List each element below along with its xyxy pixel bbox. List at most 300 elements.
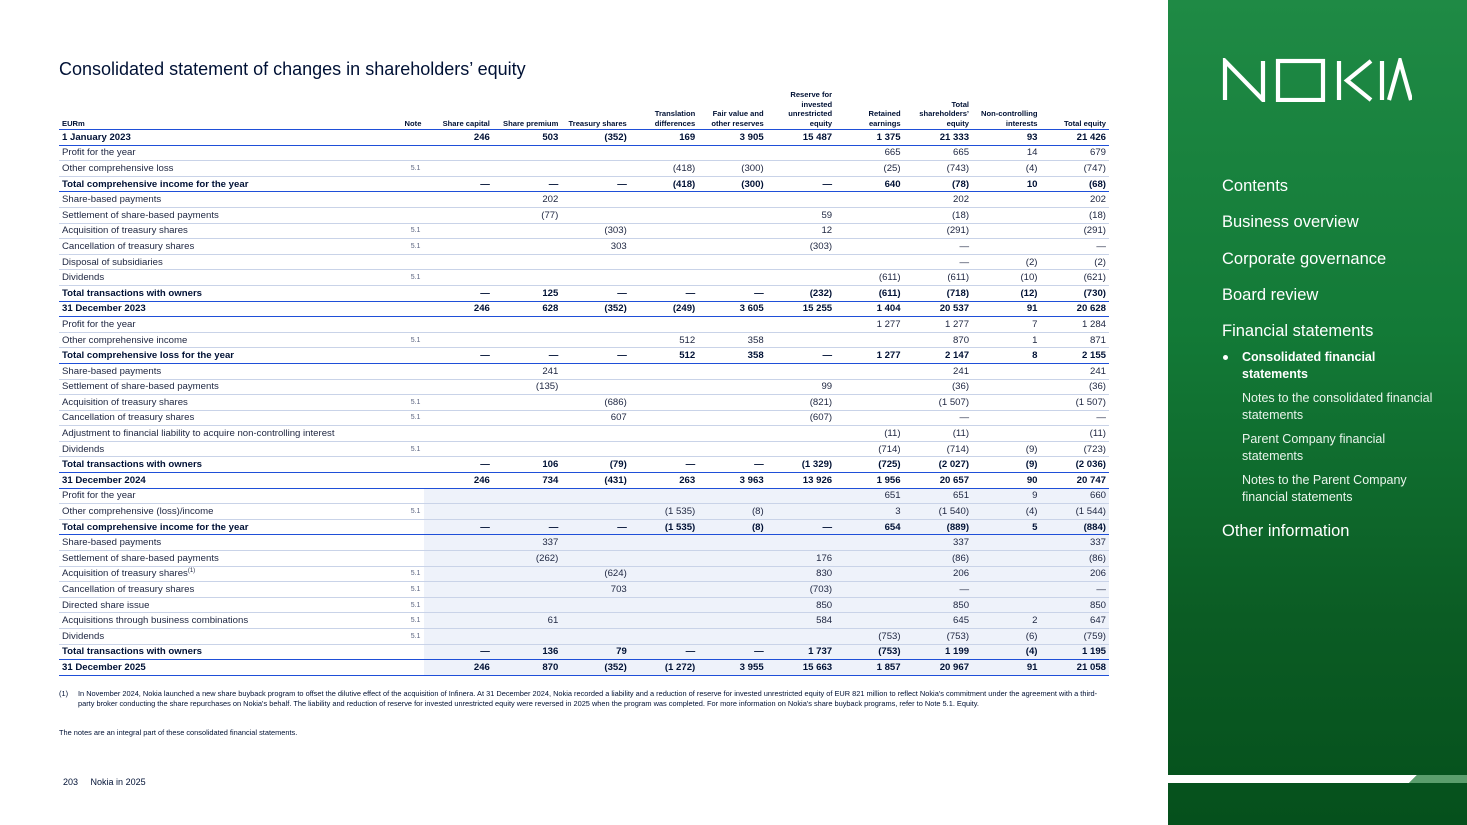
table-cell: (1 535) (630, 504, 698, 520)
table-cell: — (561, 176, 629, 192)
nav-consolidated-financial-statements[interactable] (1242, 349, 1442, 382)
nav-corporate-governance[interactable]: Corporate governance (1222, 250, 1387, 268)
table-cell: 3 905 (698, 130, 766, 146)
table-cell: 20 657 (904, 473, 972, 489)
table-cell (972, 582, 1040, 598)
page-title: Consolidated statement of changes in shareholders’ equity (59, 59, 526, 79)
table-cell (424, 566, 492, 582)
table-cell: (2) (972, 254, 1040, 270)
table-cell: — (493, 348, 561, 364)
nav-other-information[interactable]: Other information (1222, 522, 1350, 540)
table-cell (424, 488, 492, 504)
table-cell: — (493, 519, 561, 535)
table-cell: (418) (630, 176, 698, 192)
row-note (369, 473, 424, 489)
table-cell: 176 (767, 551, 835, 567)
table-cell: 654 (835, 519, 903, 535)
row-label (59, 410, 369, 426)
table-cell: — (630, 457, 698, 473)
row-note[interactable]: 5.1 (369, 441, 424, 457)
row-label (59, 130, 369, 146)
table-cell (493, 410, 561, 426)
table-cell (972, 379, 1040, 395)
nav-notes-parent-company[interactable]: Notes to the Parent Company financial statements (1242, 473, 1407, 504)
table-cell: 12 (767, 223, 835, 239)
row-note[interactable]: 5.1 (369, 504, 424, 520)
table-cell: 1 (972, 332, 1040, 348)
table-cell (698, 410, 766, 426)
table-cell (493, 395, 561, 411)
table-cell: 1 956 (835, 473, 903, 489)
row-label-text: 31 December 2023 (62, 303, 146, 315)
table-cell: 202 (493, 192, 561, 208)
footnote-number: (1) (59, 689, 69, 698)
table-cell: 241 (493, 363, 561, 379)
table-cell: (723) (1041, 441, 1110, 457)
table-cell (698, 223, 766, 239)
row-note[interactable]: 5.1 (369, 613, 424, 629)
table-cell: — (698, 644, 766, 660)
table-cell: — (904, 410, 972, 426)
table-cell: (78) (904, 176, 972, 192)
table-cell (424, 613, 492, 629)
table-cell: 1 277 (835, 317, 903, 333)
table-cell (698, 317, 766, 333)
table-cell: 651 (835, 488, 903, 504)
row-label-text: Acquisition of treasury shares (62, 396, 188, 408)
table-cell: 246 (424, 301, 492, 317)
table-body (59, 130, 1109, 676)
table-cell: (889) (904, 519, 972, 535)
row-label (59, 145, 369, 161)
table-cell: 91 (972, 301, 1040, 317)
table-cell: 1 284 (1041, 317, 1110, 333)
row-label (59, 239, 369, 255)
table-cell: — (630, 285, 698, 301)
table-cell (424, 582, 492, 598)
table-row (59, 207, 1109, 223)
table-cell (630, 239, 698, 255)
row-label-text: Acquisition of treasury shares (62, 225, 188, 237)
nav-notes-consolidated[interactable]: Notes to the consolidated financial statements (1242, 391, 1433, 422)
table-cell (698, 613, 766, 629)
table-cell: — (493, 176, 561, 192)
table-row (59, 223, 1109, 239)
row-label (59, 192, 369, 208)
nokia-logo-icon (1222, 58, 1412, 102)
table-cell: 607 (561, 410, 629, 426)
row-label-text: Acquisition of treasury shares (62, 568, 188, 580)
table-cell: (86) (904, 551, 972, 567)
table-cell: (11) (1041, 426, 1110, 442)
table-cell: 734 (493, 473, 561, 489)
table-row (59, 317, 1109, 333)
table-cell (424, 239, 492, 255)
table-cell: 1 375 (835, 130, 903, 146)
row-note (369, 535, 424, 551)
row-note (369, 457, 424, 473)
table-cell: (753) (835, 644, 903, 660)
table-cell: 337 (493, 535, 561, 551)
table-cell: 3 963 (698, 473, 766, 489)
table-cell: (249) (630, 301, 698, 317)
table-cell (698, 629, 766, 645)
table-cell: 20 537 (904, 301, 972, 317)
table-cell: 1 277 (835, 348, 903, 364)
row-note (369, 192, 424, 208)
footnote-reference[interactable]: (1) (187, 568, 196, 575)
table-row (59, 566, 1109, 582)
table-cell: 21 333 (904, 130, 972, 146)
table-row (59, 130, 1109, 146)
table-cell (972, 597, 1040, 613)
row-note[interactable]: 5.1 (369, 239, 424, 255)
row-label (59, 317, 369, 333)
table-cell (767, 441, 835, 457)
active-bullet-icon (1223, 355, 1228, 360)
table-cell (424, 597, 492, 613)
table-row (59, 176, 1109, 192)
table-cell: 90 (972, 473, 1040, 489)
table-cell (698, 192, 766, 208)
table-row (59, 629, 1109, 645)
row-label (59, 161, 369, 177)
table-cell: — (424, 285, 492, 301)
table-cell: 660 (1041, 488, 1110, 504)
table-cell (424, 410, 492, 426)
table-cell: 703 (561, 582, 629, 598)
table-row (59, 613, 1109, 629)
table-cell: (303) (767, 239, 835, 255)
table-cell: (821) (767, 395, 835, 411)
table-cell: 337 (904, 535, 972, 551)
row-label-text: Dividends (62, 272, 105, 284)
table-cell (493, 223, 561, 239)
table-cell: 647 (1041, 613, 1110, 629)
table-cell: 106 (493, 457, 561, 473)
table-cell (630, 192, 698, 208)
table-cell (424, 426, 492, 442)
table-cell (835, 332, 903, 348)
table-cell (493, 161, 561, 177)
row-label-text: Adjustment to financial liability to acquire non-controlling interest (62, 428, 335, 440)
table-cell (630, 597, 698, 613)
table-cell (698, 441, 766, 457)
row-label (59, 457, 369, 473)
row-label-text: Settlement of share-based payments (62, 552, 219, 564)
table-cell (424, 254, 492, 270)
table-cell (630, 410, 698, 426)
table-cell (767, 317, 835, 333)
table-cell (493, 239, 561, 255)
row-note[interactable]: 5.1 (369, 566, 424, 582)
table-cell (561, 629, 629, 645)
table-cell: (300) (698, 161, 766, 177)
header-non-controlling-interests: Non-controlling interests (972, 86, 1040, 130)
row-note (369, 285, 424, 301)
table-cell: 61 (493, 613, 561, 629)
table-cell: (607) (767, 410, 835, 426)
table-cell (767, 145, 835, 161)
nav-parent-company-statements[interactable]: Parent Company financial statements (1242, 432, 1386, 463)
row-label-text: 31 December 2025 (62, 661, 146, 673)
row-note[interactable]: 5.1 (369, 332, 424, 348)
header-eurm: EURm (59, 86, 369, 130)
page-footer (63, 777, 156, 787)
table-cell: 20 967 (904, 660, 972, 676)
row-label (59, 223, 369, 239)
table-cell: 206 (904, 566, 972, 582)
table-cell: (2) (1041, 254, 1110, 270)
table-cell: (686) (561, 395, 629, 411)
table-cell: 10 (972, 176, 1040, 192)
equity-table (59, 86, 1109, 676)
table-cell: 202 (1041, 192, 1110, 208)
table-cell (835, 551, 903, 567)
table-row (59, 426, 1109, 442)
footnote-text: In November 2024, Nokia launched a new share buyback program to offset the dilutive effect of the acquisition of Infinera. At 31 December 2024, Nokia recorded a liability and a reduction of reserve for invested unrestricted equity of EUR 821 million to reflect Nokia's commitment under the agreement with a third-party broker conducting the share repurchases on Nokia's behalf. The liability and reduction of reserve for invested unrestricted equity were reversed in 2025 when the program was completed. For more information on Nokia's share buyback programs, refer to Note 5.1. Equity. (78, 689, 1098, 708)
row-note[interactable]: 5.1 (369, 161, 424, 177)
table-cell (972, 426, 1040, 442)
nav-board-review[interactable]: Board review (1222, 286, 1319, 304)
table-cell: (135) (493, 379, 561, 395)
header-note: Note (369, 86, 424, 130)
table-cell (698, 535, 766, 551)
nokia-logo[interactable] (1222, 58, 1412, 107)
table-cell: (4) (972, 504, 1040, 520)
table-cell: — (424, 519, 492, 535)
row-note (369, 379, 424, 395)
table-cell: 14 (972, 145, 1040, 161)
table-cell: (352) (561, 660, 629, 676)
table-cell: (1 535) (630, 519, 698, 535)
nav-financial-statements[interactable]: Financial statements (1222, 322, 1374, 340)
table-cell (561, 613, 629, 629)
row-note[interactable]: 5.1 (369, 597, 424, 613)
equity-table-wrapper (59, 86, 1109, 676)
table-cell: (18) (1041, 207, 1110, 223)
table-cell: — (904, 254, 972, 270)
row-note (369, 176, 424, 192)
table-cell: — (698, 285, 766, 301)
table-cell: 2 155 (1041, 348, 1110, 364)
row-note[interactable]: 5.1 (369, 410, 424, 426)
table-cell: 20 628 (1041, 301, 1110, 317)
table-cell: — (424, 457, 492, 473)
row-note (369, 660, 424, 676)
table-cell (767, 254, 835, 270)
row-note[interactable]: 5.1 (369, 582, 424, 598)
row-label (59, 535, 369, 551)
table-cell (767, 161, 835, 177)
table-cell: 21 426 (1041, 130, 1110, 146)
table-cell: — (767, 176, 835, 192)
row-note[interactable]: 5.1 (369, 395, 424, 411)
table-cell: (2 027) (904, 457, 972, 473)
header-invested-unrestricted-equity: Reserve for invested unrestricted equity (767, 86, 835, 130)
table-cell (972, 223, 1040, 239)
table-cell: 263 (630, 473, 698, 489)
table-cell (561, 192, 629, 208)
table-cell (630, 254, 698, 270)
table-cell: 870 (493, 660, 561, 676)
table-cell: 665 (904, 145, 972, 161)
table-row (59, 504, 1109, 520)
row-label-text: Total comprehensive income for the year (62, 521, 249, 533)
table-cell: (730) (1041, 285, 1110, 301)
table-cell (630, 629, 698, 645)
table-cell: (718) (904, 285, 972, 301)
table-header-row (59, 86, 1109, 130)
nav-contents[interactable]: Contents (1222, 177, 1289, 195)
table-cell (630, 566, 698, 582)
table-cell (698, 551, 766, 567)
row-label-text: 1 January 2023 (62, 131, 131, 143)
row-label-text: Settlement of share-based payments (62, 209, 219, 221)
table-cell: 1 404 (835, 301, 903, 317)
row-label (59, 473, 369, 489)
table-cell: 830 (767, 566, 835, 582)
table-cell: 1 195 (1041, 644, 1110, 660)
table-cell: 303 (561, 239, 629, 255)
table-cell: — (767, 348, 835, 364)
row-label (59, 379, 369, 395)
table-cell (630, 395, 698, 411)
table-row (59, 457, 1109, 473)
table-cell: 169 (630, 130, 698, 146)
table-cell: 241 (1041, 363, 1110, 379)
table-cell: 99 (767, 379, 835, 395)
row-label-text: Settlement of share-based payments (62, 381, 219, 393)
table-cell (424, 551, 492, 567)
table-cell (493, 504, 561, 520)
row-label (59, 660, 369, 676)
table-cell: 246 (424, 660, 492, 676)
table-cell: 2 147 (904, 348, 972, 364)
header-total-equity: Total equity (1041, 86, 1110, 130)
row-label (59, 332, 369, 348)
row-label-text: Share-based payments (62, 365, 162, 377)
table-cell: (753) (904, 629, 972, 645)
table-cell: (1 540) (904, 504, 972, 520)
table-cell: 15 487 (767, 130, 835, 146)
table-cell (424, 332, 492, 348)
table-cell: — (1041, 410, 1110, 426)
table-row (59, 473, 1109, 489)
table-cell (767, 332, 835, 348)
progress-bar (1168, 775, 1467, 783)
row-note (369, 488, 424, 504)
table-cell (561, 207, 629, 223)
table-cell: 246 (424, 130, 492, 146)
table-cell (424, 207, 492, 223)
table-cell (630, 223, 698, 239)
table-cell (698, 597, 766, 613)
row-label (59, 363, 369, 379)
table-cell (424, 395, 492, 411)
table-cell: (86) (1041, 551, 1110, 567)
row-label-text: Other comprehensive loss (62, 162, 174, 174)
table-cell (561, 504, 629, 520)
row-label-text: Dividends (62, 630, 105, 642)
header-retained-earnings: Retained earnings (835, 86, 903, 130)
row-label (59, 270, 369, 286)
table-cell (424, 363, 492, 379)
table-cell (493, 582, 561, 598)
table-cell (561, 535, 629, 551)
table-cell: 1 277 (904, 317, 972, 333)
row-label (59, 597, 369, 613)
table-cell (835, 566, 903, 582)
table-cell (630, 613, 698, 629)
table-cell (561, 441, 629, 457)
table-cell: 870 (904, 332, 972, 348)
row-note (369, 519, 424, 535)
table-cell: 358 (698, 348, 766, 364)
table-cell (561, 161, 629, 177)
table-cell: (4) (972, 161, 1040, 177)
row-note (369, 363, 424, 379)
nav-business-overview[interactable]: Business overview (1222, 213, 1359, 231)
row-note[interactable]: 5.1 (369, 629, 424, 645)
table-cell (424, 535, 492, 551)
table-cell: 3 (835, 504, 903, 520)
row-note (369, 130, 424, 146)
table-cell (630, 551, 698, 567)
table-cell (972, 239, 1040, 255)
header-share-capital: Share capital (424, 86, 492, 130)
table-cell: (611) (835, 270, 903, 286)
table-cell: 645 (904, 613, 972, 629)
table-cell: 8 (972, 348, 1040, 364)
table-cell: 136 (493, 644, 561, 660)
table-cell (424, 223, 492, 239)
table-cell: 15 255 (767, 301, 835, 317)
table-cell: (11) (904, 426, 972, 442)
row-label-text: Total comprehensive loss for the year (62, 350, 235, 362)
table-cell (698, 379, 766, 395)
table-cell (561, 317, 629, 333)
table-cell: 59 (767, 207, 835, 223)
row-label-text: Total transactions with owners (62, 646, 203, 658)
table-cell (835, 582, 903, 598)
table-cell: (747) (1041, 161, 1110, 177)
row-note (369, 317, 424, 333)
table-cell: 850 (1041, 597, 1110, 613)
row-label (59, 566, 369, 582)
table-row (59, 379, 1109, 395)
table-cell: 679 (1041, 145, 1110, 161)
table-cell: — (561, 285, 629, 301)
row-note[interactable]: 5.1 (369, 270, 424, 286)
row-label (59, 395, 369, 411)
table-cell: 850 (767, 597, 835, 613)
table-cell: — (767, 519, 835, 535)
table-cell: 7 (972, 317, 1040, 333)
table-cell: (8) (698, 504, 766, 520)
table-row (59, 660, 1109, 676)
table-cell: 584 (767, 613, 835, 629)
table-cell (767, 426, 835, 442)
row-note[interactable]: 5.1 (369, 223, 424, 239)
table-cell: — (1041, 239, 1110, 255)
row-label (59, 207, 369, 223)
table-cell: (753) (835, 629, 903, 645)
table-row (59, 363, 1109, 379)
table-cell: 337 (1041, 535, 1110, 551)
table-cell: 93 (972, 130, 1040, 146)
table-cell: 512 (630, 332, 698, 348)
